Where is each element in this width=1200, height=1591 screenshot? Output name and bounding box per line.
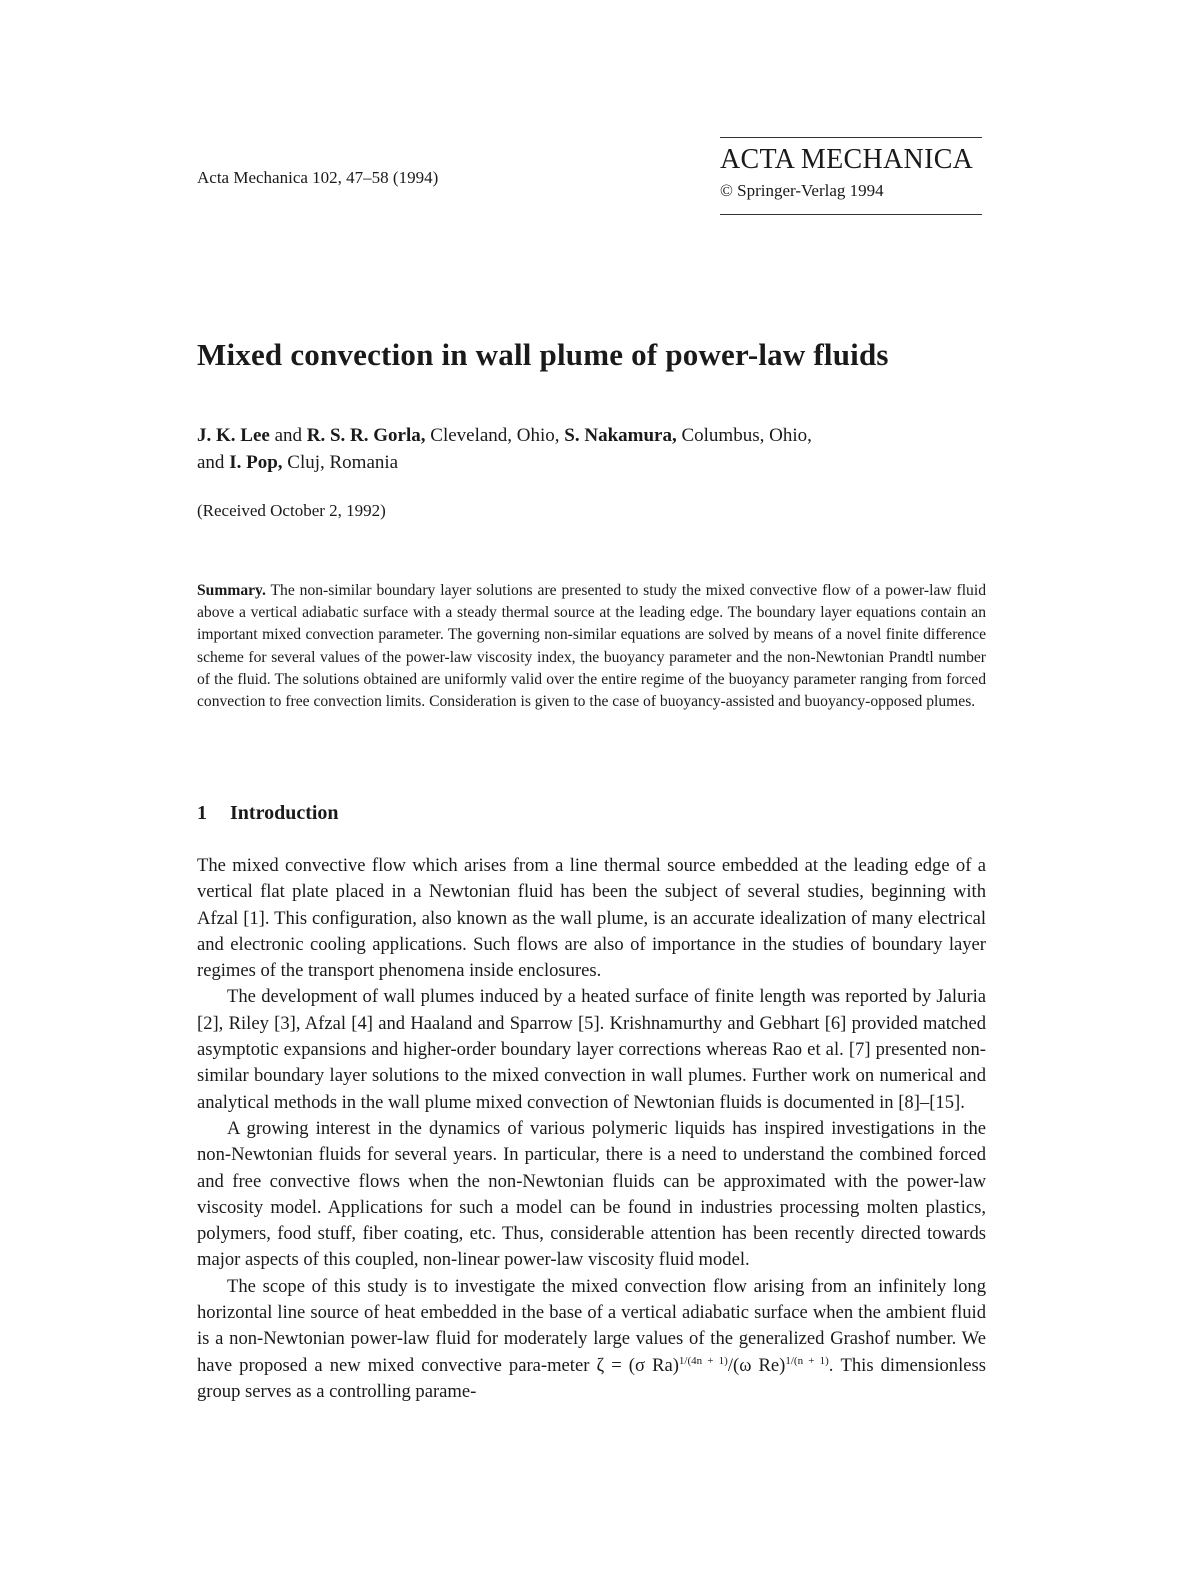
author-name: R. S. R. Gorla, <box>306 425 426 446</box>
paragraph: The development of wall plumes induced by a heated surface of finite length was reported by Jaluria [2], Riley [3], Afzal [4] and Haaland and Sparrow [5]. Krishnamurthy and Gebhart [6] provided matched asymptotic expansions and higher-order boundary layer corrections whereas Rao et al. [7] presented non-similar boundary layer solutions to the mixed convection in wall plumes. Further work on numerical and analytical methods in the wall plume mixed convection of Newtonian fluids is documented in [8]–[15]. <box>197 986 986 1113</box>
author-name: I. Pop, <box>229 452 283 473</box>
summary-label: Summary. <box>197 582 266 599</box>
author-location: Cleveland, Ohio, <box>425 425 565 446</box>
author-list <box>197 422 917 476</box>
author-name: J. K. Lee <box>197 425 270 446</box>
copyright-notice: © Springer-Verlag 1994 <box>720 181 884 200</box>
body-text <box>197 853 986 1405</box>
bottom-rule <box>720 214 982 215</box>
summary-abstract <box>197 580 986 713</box>
author-location: Cluj, Romania <box>282 452 399 473</box>
journal-citation: Acta Mechanica 102, 47–58 (1994) <box>197 168 439 187</box>
paragraph: A growing interest in the dynamics of various polymeric liquids has inspired investigations in the non-Newtonian fluids for several years. In particular, there is a need to understand the combined forced and free convective flows when the non-Newtonian fluids can be approximated with the power-law viscosity model. Applications for such a model can be found in industries processing molten plastics, polymers, food stuff, fiber coating, etc. Thus, considerable attention has been recently directed towards major aspects of this coupled, non-linear power-law viscosity fluid model. <box>197 1117 986 1271</box>
author-name: S. Nakamura, <box>564 425 677 446</box>
paragraph: The scope of this study is to investigate the mixed convection flow arising from an infinitely long horizontal line source of heat embedded in the base of a vertical adiabatic surface when the ambient fluid is a non-Newtonian power-law fluid for moderately large values of the generalized Grashof number. We have proposed a new mixed convective para-meter ζ = (σ Ra)$^{1/(4n + 1)}$/(ω Re)$^{1/(n + 1)}$. This dimensionless group serves as a controlling parame- <box>197 1275 986 1402</box>
section-heading <box>197 802 339 825</box>
author-location: Columbus, Ohio, <box>676 425 812 446</box>
paper-title: Mixed convection in wall plume of power-law fluids <box>197 337 889 372</box>
author-line-2: and I. Pop, Cluj, Romania <box>197 452 399 473</box>
received-date: (Received October 2, 1992) <box>197 501 386 520</box>
journal-name: ACTA MECHANICA <box>720 144 974 175</box>
exponent: 1/(4n + 1) <box>678 1354 728 1367</box>
summary-text: The non-similar boundary layer solutions are presented to study the mixed convective flow of a power-law fluid above a vertical adiabatic surface with a steady thermal source at the leading edge. The boundary layer equations contain an important mixed convection parameter. The governing non-similar equations are solved by means of a novel finite difference scheme for several values of the power-law viscosity index, the buoyancy parameter and the non-Newtonian Prandtl number of the fluid. The solutions obtained are uniformly valid over the entire regime of the buoyancy parameter ranging from forced convection to free convection limits. Consideration is given to the case of buoyancy-assisted and buoyancy-opposed plumes. <box>197 582 986 711</box>
journal-header-box <box>720 137 982 215</box>
author-line-1: J. K. Lee and R. S. R. Gorla, Cleveland, Ohio, S. Nakamura, Columbus, Ohio, <box>197 425 812 446</box>
top-rule <box>720 137 982 138</box>
section-number: 1 <box>197 802 207 824</box>
paragraph: The mixed convective flow which arises from a line thermal source embedded at the leading edge of a vertical flat plate placed in a Newtonian fluid has been the subject of several studies, beginning with Afzal [1]. This configuration, also known as the wall plume, is an accurate idealization of many electrical and electronic cooling applications. Such flows are also of importance in the studies of boundary layer regimes of the transport phenomena inside enclosures. <box>197 855 986 982</box>
section-title: Introduction <box>230 802 339 824</box>
exponent: 1/(n + 1) <box>785 1354 829 1367</box>
